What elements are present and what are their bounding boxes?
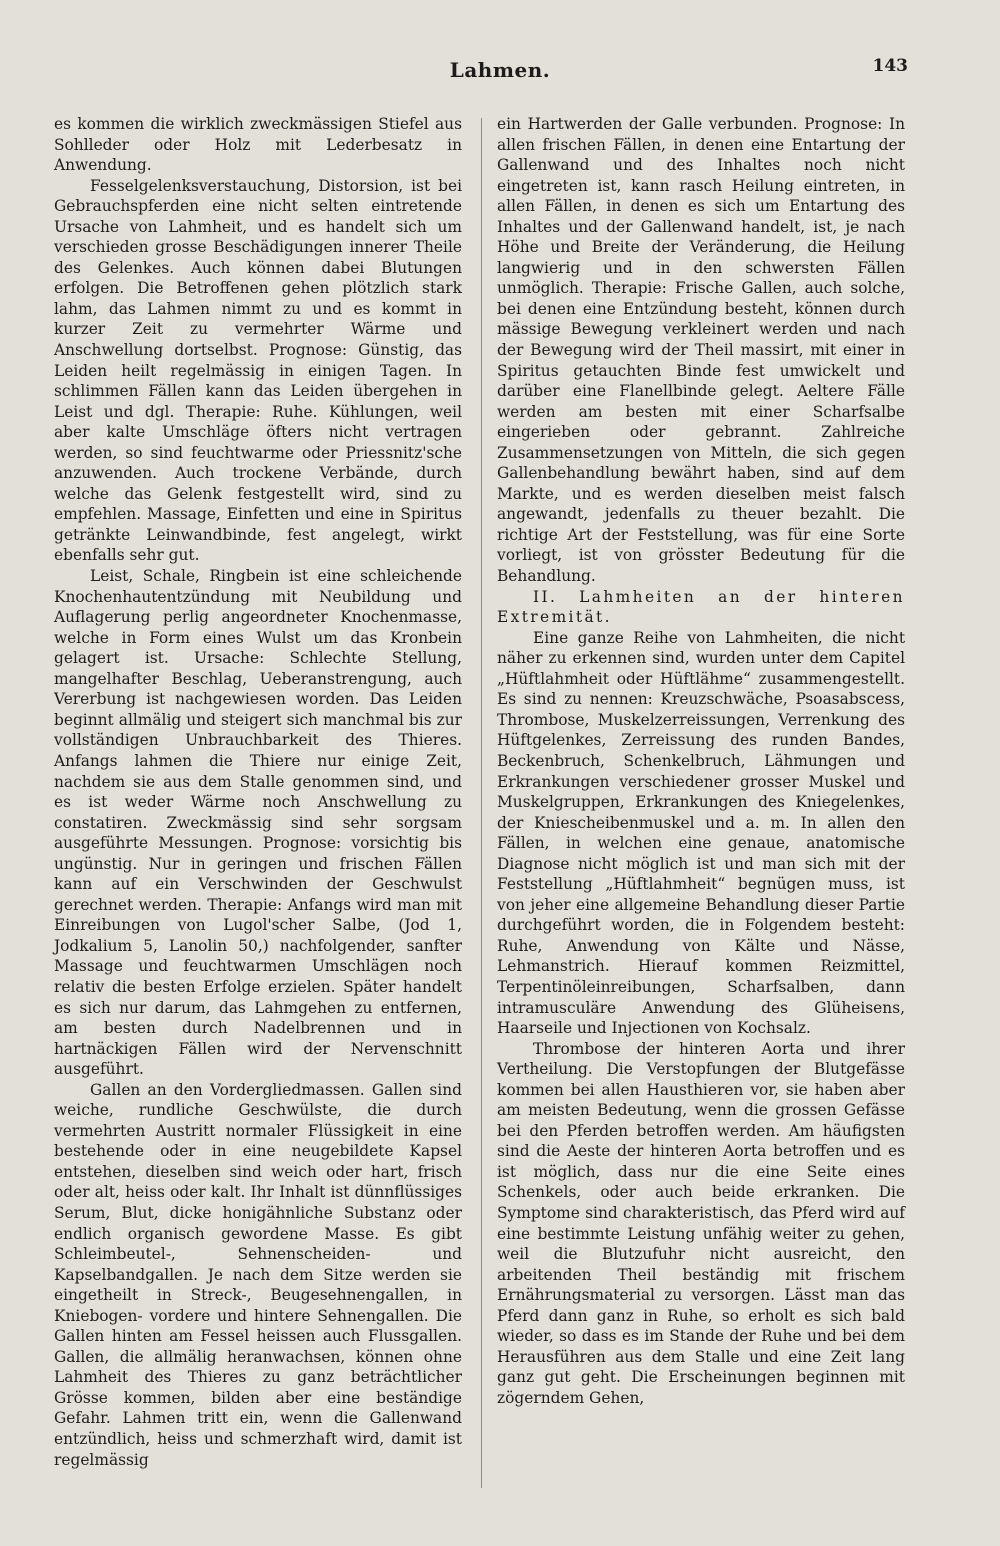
paragraph: Eine ganze Reihe von Lahmheiten, die nicht näher zu erkennen sind, wurden unter dem Capitel „Hüftlahmheit oder Hüftlähme“ zusammengestellt. Es sind zu nennen: Kreuzschwäche, Psoasabscess, Thrombose, Muskelzerreissungen, Verrenkung des Hüftgelenkes, Zerreissung des runden Bandes, Beckenbruch, Schenkelbruch, Lähmungen und Erkrankungen verschiedener grosser Muskel und Muskelgruppen, Erkrankungen des Kniegelenkes, der Kniescheibenmuskel und a. m. In allen den Fällen, in welchen eine genaue, anatomische Diagnose nicht möglich ist und man sich mit der Feststellung „Hüftlahmheit“ begnügen muss, ist von jeher eine allgemeine Behandlung dieser Partie durchgeführt worden, die in Folgendem besteht: Ruhe, Anwendung von Kälte und Nässe, Lehmanstrich. Hierauf kommen Reizmittel, Terpentinöleinreibungen, Scharfsalben, dann intramusculäre Anwendung des Glüheisens, Haarseile und Injectionen von Kochsalz. — [497, 628, 905, 1038]
section-heading: II. Lahmheiten an der hinteren Extremität. — [497, 587, 905, 627]
paragraph: Gallen an den Vordergliedmassen. Gallen sind weiche, rundliche Geschwülste, die durch vermehrten Austritt normaler Flüssigkeit in eine bestehende oder in eine neugebildete Kapsel entstehen, dieselben sind weich oder hart, frisch oder alt, heiss oder kalt. Ihr Inhalt ist dünnflüssiges Serum, Blut, dicke honigähnliche Substanz oder endlich organisch gewordene Masse. Es gibt Schleimbeutel-, Sehnenscheiden- und Kapselbandgallen. Je nach dem Sitze werden sie eingetheilt in Streck-, Beugesehnengallen, in Kniebogen- vordere und hintere Sehnengallen. Die Gallen hinten am Fessel heissen auch Flussgallen. Gallen, die allmälig heranwachsen, können ohne Lahmheit des Thieres zu ganz beträchtlicher Grösse kommen, bilden aber eine beständige Gefahr. Lahmen tritt ein, wenn die Gallenwand entzündlich, heiss und schmerzhaft wird, damit ist regelmässig — [54, 1080, 462, 1469]
paragraph: Leist, Schale, Ringbein ist eine schleichende Knochenhautentzündung mit Neubildung und Auflagerung perlig angeordneter Knochenmasse, welche in Form eines Wulst um das Kronbein gelagert ist. Ursache: Schlechte Stellung, mangelhafter Beschlag, Ueberanstrengung, auch Vererbung ist nachgewiesen worden. Das Leiden beginnt allmälig und steigert sich manchmal bis zur vollständigen Unbrauchbarkeit des Thieres. Anfangs lahmen die Thiere nur einige Zeit, nachdem sie aus dem Stalle genommen sind, und es ist weder Wärme noch Anschwellung zu constatiren. Zweckmässig sind sehr sorgsam ausgeführte Messungen. Prognose: vorsichtig bis ungünstig. Nur in geringen und frischen Fällen kann auf ein Verschwinden der Geschwulst gerechnet werden. Therapie: Anfangs wird man mit Einreibungen von Lugol'scher Salbe, (Jod 1, Jodkalium 5, Lanolin 50,) nachfolgender, sanfter Massage und feuchtwarmen Umschlägen noch relativ die besten Erfolge erzielen. Später handelt es sich nur darum, das Lahmgehen zu entfernen, am besten durch Nadelbrennen und in hartnäckigen Fällen wird der Nervenschnitt ausgeführt. — [54, 567, 462, 1079]
right-column — [497, 114, 905, 1408]
paragraph: ein Hartwerden der Galle verbunden. Prognose: In allen frischen Fällen, in denen eine Entartung der Gallenwand und des Inhaltes noch nicht eingetreten ist, kann rasch Heilung eintreten, in allen Fällen, in denen es sich um Entartung des Inhaltes und der Gallenwand handelt, ist, je nach Höhe und Breite der Veränderung, die Heilung langwierig und in den schwersten Fällen unmöglich. Therapie: Frische Gallen, auch solche, bei denen eine Entzündung besteht, können durch mässige Bewegung verkleinert werden und nach der Bewegung wird der Theil massirt, mit einer in Spiritus getauchten Binde fest umwickelt und darüber eine Flanellbinde gelegt. Aeltere Fälle werden am besten mit einer Scharfsalbe eingerieben oder gebrannt. Zahlreiche Zusammensetzungen von Mitteln, die sich gegen Gallenbehandlung bewährt haben, sind auf dem Markte, und es werden dieselben meist falsch angewandt, jedenfalls zu theuer bezahlt. Die richtige Art der Feststellung, was für eine Sorte vorliegt, ist von grösster Bedeutung für die Behandlung. — [497, 115, 905, 586]
paragraph: es kommen die wirklich zweckmässigen Stiefel aus Sohlleder oder Holz mit Lederbesatz in Anwendung. — [54, 115, 462, 175]
column-divider — [481, 118, 482, 1488]
paragraph: Thrombose der hinteren Aorta und ihrer Vertheilung. Die Verstopfungen der Blutgefässe kommen bei allen Hausthieren vor, sie haben aber am meisten Bedeutung, wenn die grossen Gefässe bei den Pferden betroffen werden. Am häufigsten sind die Aeste der hinteren Aorta betroffen und es ist möglich, dass nur die eine Seite eines Schenkels, oder auch beide erkranken. Die Symptome sind charakteristisch, das Pferd wird auf eine bestimmte Leistung unfähig weiter zu gehen, weil die Blutzufuhr nicht ausreicht, den arbeitenden Theil beständig mit frischem Ernährungsmaterial zu versorgen. Lässt man das Pferd dann ganz in Ruhe, so erholt es sich bald wieder, so dass es im Stande der Ruhe und bei dem Herausführen aus dem Stalle und eine Zeit lang ganz gut geht. Die Erscheinungen beginnen mit zögerndem Gehen, — [497, 1039, 905, 1407]
running-title: Lahmen. — [449, 58, 551, 82]
page-number: 143 — [872, 56, 908, 76]
paragraph: Fesselgelenksverstauchung, Distorsion, ist bei Gebrauchspferden eine nicht selten eintretende Ursache von Lahmheit, und es handelt sich um verschieden grosse Beschädigungen innerer Theile des Gelenkes. Auch können dabei Blutungen erfolgen. Die Betroffenen gehen plötzlich stark lahm, das Lahmen nimmt zu und es kommt in kurzer Zeit zu vermehrter Wärme und Anschwellung dortselbst. Prognose: Günstig, das Leiden heilt regelmässig in einigen Tagen. In schlimmen Fällen kann das Leiden übergehen in Leist und dgl. Therapie: Ruhe. Kühlungen, weil aber kalte Umschläge öfters nicht vertragen werden, so sind feuchtwarme oder Priessnitz'sche anzuwenden. Auch trockene Verbände, durch welche das Gelenk festgestellt wird, sind zu empfehlen. Massage, Einfetten und eine in Spiritus getränkte Leinwandbinde, fest angelegt, wirkt ebenfalls sehr gut. — [54, 176, 462, 565]
left-column — [54, 114, 462, 1470]
